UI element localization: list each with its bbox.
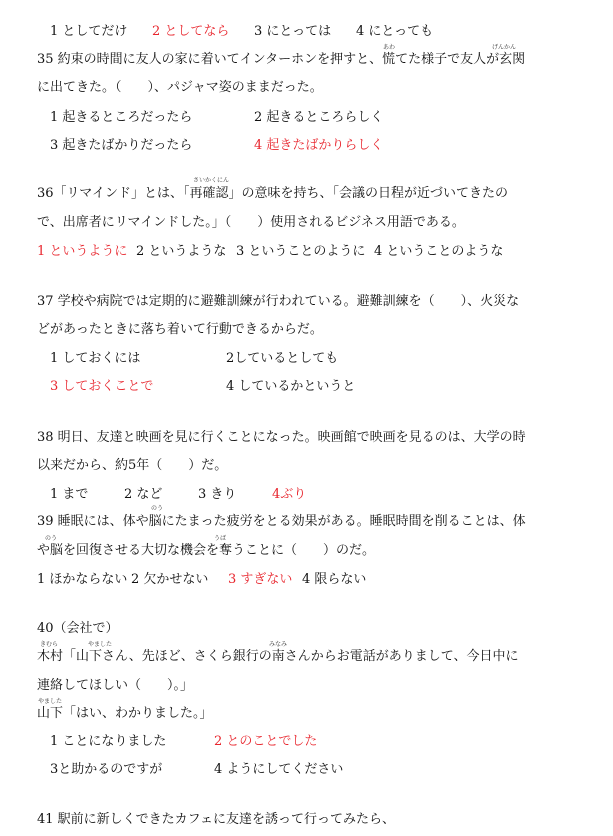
q38-question-line-1: 38 明日、友達と映画を見に行くことになった。映画館で映画を見るのは、大学の時 <box>37 430 526 445</box>
q37-option-3-answer: 3 しておくことで <box>50 379 154 394</box>
furigana-saikakunin: さいかくにん <box>193 177 230 184</box>
furigana-minami: みなみ <box>269 641 288 648</box>
q39-option-1: 1 ほかならない <box>37 572 128 587</box>
q39-option-3-answer: 3 すぎない <box>228 572 293 587</box>
q40-option-3: 3と助かるのですが <box>50 762 163 777</box>
q35-option-3: 3 起きたばかりだったら <box>50 138 193 153</box>
q35-question-line-2: に出てきた。（ ）、パジャマ姿のままだった。 <box>37 80 323 95</box>
q34-option-1: 1 としてだけ <box>50 24 128 39</box>
q40-dialogue-line-1: 木村「山下さん、先ほど、さくら銀行の南さんからお電話がありまして、今日中に <box>37 649 519 664</box>
q39-option-2: 2 欠かせない <box>131 572 209 587</box>
q35-question-line-1: 35 約束の時間に友人の家に着いてインターホンを押すと、慌てた様子で友人が玄関 <box>37 52 526 67</box>
q41-question-line-1: 41 駅前に新しくできたカフェに友達を誘って行ってみたら、 <box>37 812 396 827</box>
q40-option-2-answer: 2 とのことでした <box>214 734 318 749</box>
q34-option-4: 4 にとっても <box>356 24 434 39</box>
furigana-awa: あわ <box>383 44 396 51</box>
q34-option-3: 3 にとっては <box>254 24 332 39</box>
q40-dialogue-line-2: 連絡してほしい（ ）。」 <box>37 678 194 693</box>
q37-question-line-2: どがあったときに落ち着いて行動できるからだ。 <box>37 322 323 337</box>
q37-question-line-1: 37 学校や病院では定期的に避難訓練が行われている。避難訓練を（ ）、火災な <box>37 294 520 309</box>
q38-option-2: 2 など <box>124 487 163 502</box>
furigana-uba: うば <box>214 535 227 542</box>
q36-question-line-1: 36「リマインド」とは、「再確認」の意味を持ち、「会議の日程が近づいてきたの <box>37 186 509 201</box>
furigana-nou-2: のう <box>45 535 58 542</box>
q40-option-4: 4 ようにしてください <box>214 762 344 777</box>
furigana-yamashita-2: やました <box>38 698 63 705</box>
furigana-yamashita: やました <box>88 641 113 648</box>
q37-option-2: 2しているとしても <box>226 351 339 366</box>
q38-option-4-answer: 4ぶり <box>272 487 307 502</box>
q39-option-4: 4 限らない <box>302 572 367 587</box>
q34-option-2-answer: 2 としてなら <box>152 24 230 39</box>
q36-option-2: 2 というような <box>136 244 227 259</box>
q38-option-3: 3 きり <box>198 487 237 502</box>
q39-question-line-1: 39 睡眠には、体や脳にたまった疲労をとる効果がある。睡眠時間を削ることは、体 <box>37 514 526 529</box>
q36-option-1-answer: 1 というように <box>37 244 128 259</box>
q35-option-4-answer: 4 起きたばかりらしく <box>254 138 384 153</box>
q40-dialogue-line-3: 山下「はい、わかりました。」 <box>37 706 213 721</box>
q36-question-line-2: で、出席者にリマインドした。」（ ）使用されるビジネス用語である。 <box>37 215 465 230</box>
q37-option-1: 1 しておくには <box>50 351 141 366</box>
q38-option-1: 1 まで <box>50 487 89 502</box>
furigana-kimura: きむら <box>40 641 59 648</box>
q37-option-4: 4 しているかというと <box>226 379 356 394</box>
q40-heading: 40（会社で） <box>37 621 119 636</box>
q35-option-1: 1 起きるところだったら <box>50 110 193 125</box>
q36-option-4: 4 ということのような <box>374 244 504 259</box>
q36-option-3: 3 ということのように <box>236 244 366 259</box>
q35-option-2: 2 起きるところらしく <box>254 110 384 125</box>
furigana-genkan: げんかん <box>492 44 517 51</box>
q38-question-line-2: 以来だから、約5年（ ）だ。 <box>37 458 228 473</box>
q40-option-1: 1 ことになりました <box>50 734 167 749</box>
furigana-nou-1: のう <box>151 505 164 512</box>
q39-question-line-2: や脳を回復させる大切な機会を奪うことに（ ）のだ。 <box>37 543 376 558</box>
